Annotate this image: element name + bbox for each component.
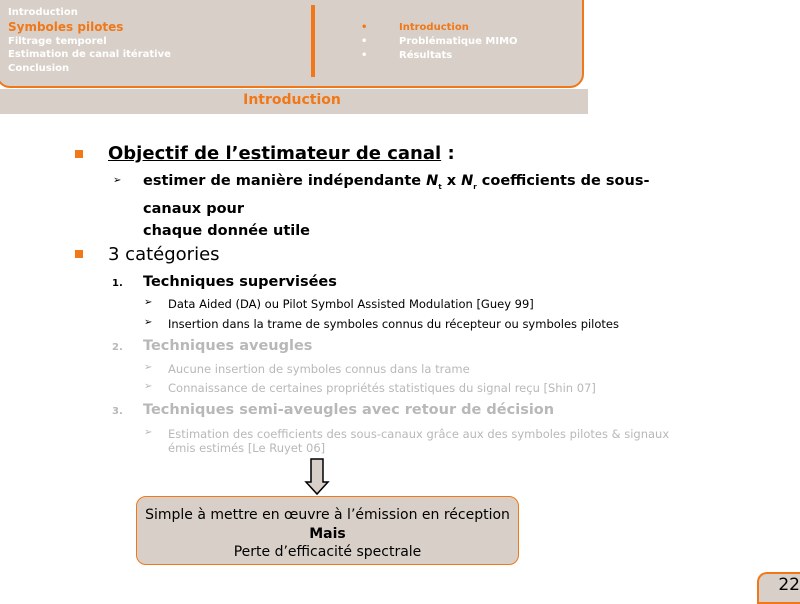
subnav-label: Résultats (399, 50, 453, 61)
objectif-title: Objectif de l’estimateur de canal (108, 143, 442, 164)
subnav-label: Problématique MIMO (399, 36, 518, 47)
nav-item-estimation-iterative[interactable]: Estimation de canal itérative (8, 49, 171, 60)
objectif-description (143, 170, 703, 242)
bullet-icon: • (361, 50, 368, 61)
arrow-bullet-icon: ➢ (144, 362, 153, 373)
subnav-label: Introduction (399, 22, 469, 33)
supervisees-line-1: Data Aided (DA) ou Pilot Symbol Assisted Modulation [Guey 99] (168, 297, 534, 311)
conclusion-callout (136, 496, 519, 565)
nr-subscript: r (473, 182, 477, 191)
arrow-bullet-icon: ➢ (144, 381, 153, 392)
nt-symbol: N (426, 173, 439, 189)
arrow-bullet-icon: ➢ (144, 427, 153, 438)
objectif-colon: : (447, 143, 455, 164)
categories-heading: 3 catégories (108, 244, 220, 265)
item-number-3: 3. (112, 406, 123, 417)
supervisees-line-2: Insertion dans la trame de symboles connus du récepteur ou symboles pilotes (168, 317, 619, 331)
arrow-bullet-icon: ➢ (144, 297, 153, 308)
nt-subscript: t (438, 182, 442, 191)
nav-item-symboles-pilotes[interactable]: Symboles pilotes (8, 19, 124, 34)
section-title: Introduction (243, 92, 341, 108)
category-supervisees: Techniques supervisées (143, 274, 337, 290)
page-number: 22 (778, 575, 800, 595)
item-number-1: 1. (112, 278, 123, 289)
objectif-line1-prefix: estimer de manière indépendante (143, 173, 427, 189)
nav-item-filtrage-temporel[interactable]: Filtrage temporel (8, 35, 107, 47)
item-number-2: 2. (112, 342, 123, 353)
semi-aveugles-line (168, 427, 669, 455)
down-arrow-icon (304, 458, 330, 496)
category-aveugles: Techniques aveugles (143, 338, 313, 354)
square-bullet-icon (75, 250, 83, 258)
header-divider (311, 5, 315, 77)
nav-item-introduction[interactable]: Introduction (8, 7, 78, 18)
objectif-line2: chaque donnée utile (143, 222, 311, 239)
times-symbol: x (441, 173, 462, 189)
square-bullet-icon (75, 150, 83, 158)
callout-line-1: Simple à mettre en œuvre à l’émission en réception (145, 507, 510, 523)
callout-line-3: Perte d’efficacité spectrale (233, 544, 422, 560)
callout-line-2: Mais (309, 525, 346, 542)
arrow-bullet-icon: ➢ (113, 175, 122, 186)
aveugles-line-2: Connaissance de certaines propriétés statistiques du signal reçu [Shin 07] (168, 381, 596, 395)
aveugles-line-1: Aucune insertion de symboles connus dans la trame (168, 362, 470, 376)
category-semi-aveugles: Techniques semi-aveugles avec retour de décision (143, 402, 555, 418)
nav-item-conclusion[interactable]: Conclusion (8, 62, 70, 74)
objectif-line1-suffix: coefficients de sous-canaux pour (143, 173, 650, 217)
section-nav (8, 6, 171, 75)
semi-aveugles-line-2: émis estimés [Le Ruyet 06] (168, 441, 326, 455)
bullet-icon: • (361, 36, 368, 47)
semi-aveugles-line-1: Estimation des coefficients des sous-canaux grâce aux des symboles pilotes & signaux (168, 427, 670, 441)
bullet-icon: • (361, 22, 368, 33)
arrow-bullet-icon: ➢ (144, 317, 153, 328)
objectif-heading (108, 143, 455, 164)
nr-symbol: N (461, 173, 474, 189)
